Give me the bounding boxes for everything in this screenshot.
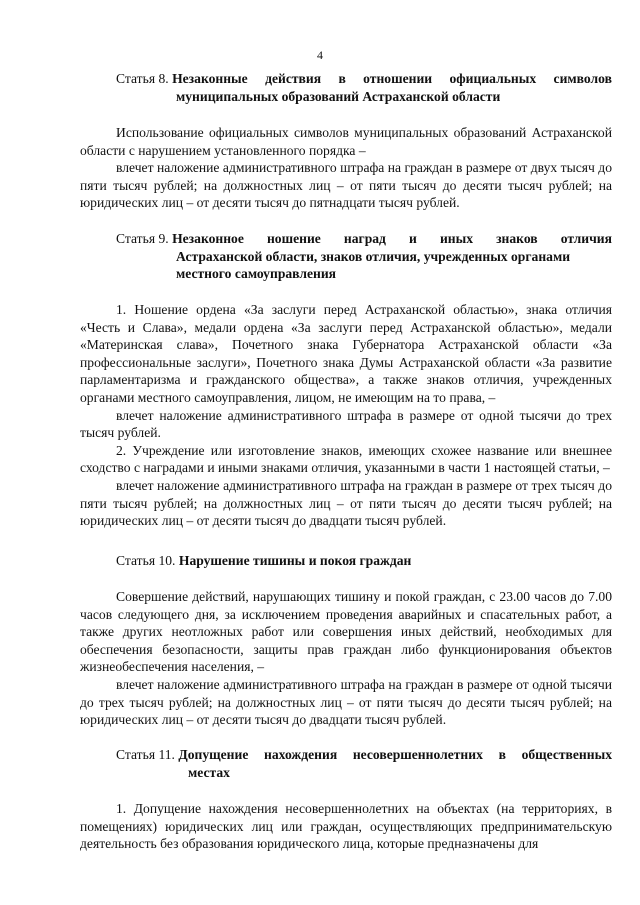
article-9-label: Статья 9. bbox=[116, 231, 169, 246]
article-8-title-line2: муниципальных образований Астраханской области bbox=[176, 88, 501, 104]
article-11-heading bbox=[116, 746, 612, 781]
paragraph: влечет наложение административного штрафа в размере от одной тысячи до трех тысяч рублей. bbox=[80, 407, 612, 441]
article-11-title-line1: Допущение нахождения несовершеннолетних в общественных bbox=[178, 747, 612, 762]
paragraph: Использование официальных символов муниципальных образований Астраханской области с нарушением установленного порядка – bbox=[80, 125, 612, 158]
article-9-body bbox=[80, 301, 612, 530]
article-11-title-line2: местах bbox=[188, 764, 230, 780]
article-9-title-line2: Астраханской области, знаков отличия, учрежденных органами bbox=[176, 248, 571, 264]
article-9-title-line1: Незаконное ношение наград и иных знаков отличия bbox=[172, 231, 612, 246]
article-9-title-line3: местного самоуправления bbox=[176, 266, 337, 282]
paragraph: влечет наложение административного штрафа на граждан в размере от одной тысячи до трех тысяч рублей; на должностных лиц – от пяти тысяч до десяти тысяч рублей; на юридических лиц – от десяти тысяч до двадцати тысяч рублей. bbox=[80, 676, 612, 728]
article-10-body bbox=[80, 588, 612, 729]
paragraph: 2. Учреждение или изготовление знаков, имеющих схожее название или внешнее сходство с наградами и иными знаками отличия, указанными в части 1 настоящей статьи, – bbox=[80, 442, 612, 476]
article-8-heading bbox=[116, 70, 612, 105]
paragraph: влечет наложение административного штрафа на граждан в размере от двух тысяч до пяти тысяч рублей; на должностных лиц – от пяти тысяч до десяти тысяч рублей; на юридических лиц – от десяти тысяч до пятнадцати тысяч рублей. bbox=[80, 160, 612, 211]
page-number: 4 bbox=[317, 48, 323, 62]
article-8-body bbox=[80, 124, 612, 212]
article-8-label: Статья 8. bbox=[116, 71, 169, 86]
article-9-heading bbox=[116, 230, 612, 283]
article-11-body bbox=[80, 800, 612, 853]
article-10-label: Статья 10. bbox=[116, 553, 176, 568]
paragraph: влечет наложение административного штрафа на граждан в размере от трех тысяч до пяти тысяч рублей; на должностных лиц – от пяти тысяч до десяти тысяч рублей; на юридических лиц – от десяти тысяч до двадцати тысяч рублей. bbox=[80, 477, 612, 529]
paragraph: 1. Допущение нахождения несовершеннолетних на объектах (на территориях, в помещениях) юридических лиц или граждан, осуществляющих предпринимательскую деятельность без образования юридического лица, которые предназначены для bbox=[80, 801, 612, 852]
paragraph: 1. Ношение ордена «За заслуги перед Астраханской областью», знака отличия «Честь и Слава», медали ордена «За заслуги перед Астраханской областью», медали «Материнская слава», Почетного знака Губернатора Астраханской области «За профессиональные заслуги», Почетного знака Думы Астраханской области «За развитие парламентаризма и гражданского общества», а также знаков отличия, учрежденных органами местного самоуправления, лицом, не имеющим на то права, – bbox=[80, 302, 612, 405]
article-8-title-line1: Незаконные действия в отношении официальных символов bbox=[172, 71, 612, 86]
article-10-heading bbox=[116, 552, 612, 570]
paragraph: Совершение действий, нарушающих тишину и покой граждан, с 23.00 часов до 7.00 часов следующего дня, за исключением проведения аварийных и спасательных работ, а также других неотложных работ или совершения иных действий, необходимых для обеспечения безопасности, защиты прав граждан либо функционирования объектов жизнеобеспечения населения, – bbox=[80, 589, 612, 675]
article-10-title: Нарушение тишины и покоя граждан bbox=[178, 553, 412, 568]
article-11-label: Статья 11. bbox=[116, 747, 175, 762]
